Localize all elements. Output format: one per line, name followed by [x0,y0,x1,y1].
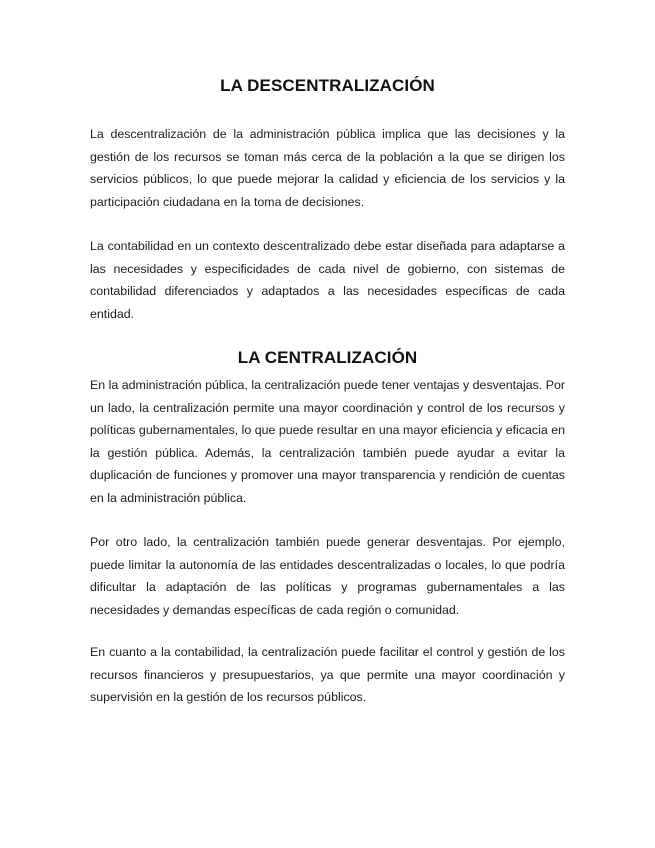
paragraph-descentralizacion-definition: La descentralización de la administración pública implica que las decisiones y la gestión de los recursos se toman más cerca de la población a la que se dirigen los servicios públicos, lo que puede mejorar la calidad y eficiencia de los servicios y la participación ciudadana en la toma de decisiones. [90,127,565,209]
paragraph-centralizacion-ventajas: En la administración pública, la centralización puede tener ventajas y desventajas. Por un lado, la centralización permite una mayor coordinación y control de los recursos y políticas gubernamentales, lo que puede resultar en una mayor eficiencia y eficacia en la gestión pública. Además, la centralización también puede ayudar a evitar la duplicación de funciones y promover una mayor transparencia y rendición de cuentas en la administración pública. [90,378,565,505]
section-title-descentralizacion: LA DESCENTRALIZACIÓN [220,76,435,95]
section-title-centralizacion: LA CENTRALIZACIÓN [237,348,418,367]
paragraph-descentralizacion-contabilidad: La contabilidad en un contexto descentralizado debe estar diseñada para adaptarse a las necesidades y especificidades de cada nivel de gobierno, con sistemas de contabilidad diferenciados y adaptados a las necesidades específicas de cada entidad. [90,239,565,321]
paragraph-centralizacion-desventajas: Por otro lado, la centralización también puede generar desventajas. Por ejemplo, puede limitar la autonomía de las entidades descentralizadas o locales, lo que podría dificultar la adaptación de las políticas y programas gubernamentales a las necesidades y demandas específicas de cada región o comunidad. [90,535,565,617]
paragraph-centralizacion-contabilidad: En cuanto a la contabilidad, la centralización puede facilitar el control y gestión de los recursos financieros y presupuestarios, ya que permite una mayor coordinación y supervisión en la gestión de los recursos públicos. [90,645,565,705]
